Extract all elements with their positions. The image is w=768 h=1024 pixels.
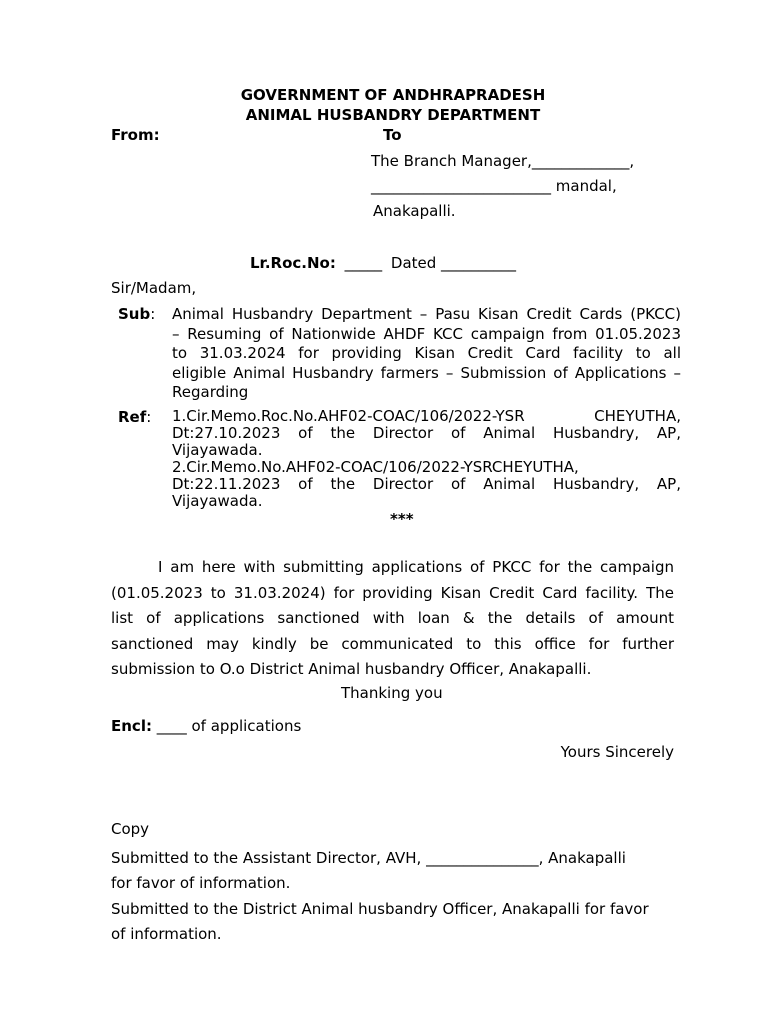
- salutation: Sir/Madam,: [111, 279, 197, 297]
- subject-line: – Resuming of Nationwide AHDF KCC campaign from 01.05.2023: [172, 324, 681, 343]
- to-label: To: [383, 126, 402, 144]
- thanking-line: Thanking you: [341, 684, 443, 702]
- reference-line: Dt:22.11.2023 of the Director of Animal Husbandry, AP,: [172, 475, 681, 493]
- subject-text: [172, 305, 681, 403]
- enclosure-label: Encl:: [111, 717, 152, 735]
- body-line: I am here with submitting applications of PKCC for the campaign: [158, 558, 674, 576]
- reference-line: Vijayawada.: [172, 492, 263, 510]
- reference-line: Vijayawada.: [172, 441, 263, 459]
- body-line: list of applications sanctioned with loan & the details of amount: [111, 609, 674, 628]
- copy-label: Copy: [111, 820, 150, 838]
- subject-colon: :: [150, 305, 156, 323]
- subject-line: Regarding: [172, 383, 249, 401]
- enclosure-text: ____ of applications: [151, 717, 302, 735]
- reference-label: [118, 408, 151, 426]
- letter-ref-date: __________: [441, 254, 517, 272]
- subject-line: Animal Husbandry Department – Pasu Kisan Credit Cards (PKCC): [172, 305, 681, 323]
- reference-text: [172, 408, 681, 510]
- reference-line: Dt:27.10.2023 of the Director of Animal Husbandry, AP,: [172, 424, 681, 442]
- department-heading: ANIMAL HUSBANDRY DEPARTMENT: [245, 106, 541, 124]
- copy-line: Submitted to the District Animal husbandry Officer, Anakapalli for favor: [111, 899, 649, 918]
- reference-line: 2.Cir.Memo.No.AHF02-COAC/106/2022-YSRCHEYUTHA,: [172, 458, 579, 476]
- subject-label-text: Sub: [118, 305, 151, 323]
- letter-ref-number: _____: [344, 254, 383, 272]
- government-heading: GOVERNMENT OF ANDHRAPRADESH: [240, 86, 546, 104]
- letter-reference: [250, 254, 516, 272]
- reference-line: 1.Cir.Memo.Roc.No.AHF02-COAC/106/2022-YSR CHEYUTHA,: [172, 407, 681, 425]
- from-label: From:: [111, 126, 160, 144]
- body-line: submission to O.o District Animal husbandry Officer, Anakapalli.: [111, 660, 592, 679]
- reference-label-text: Ref: [118, 408, 147, 426]
- closing-line: Yours Sincerely: [560, 743, 674, 761]
- subject-line: to 31.03.2024 for providing Kisan Credit Card facility to all: [172, 344, 681, 362]
- separator-stars: ***: [390, 510, 414, 528]
- copy-line: of information.: [111, 925, 222, 944]
- subject-line: eligible Animal Husbandry farmers – Submission of Applications –: [172, 363, 681, 382]
- copy-line: for favor of information.: [111, 874, 291, 893]
- addressee-line-3: Anakapalli.: [373, 202, 456, 220]
- body-line: (01.05.2023 to 31.03.2024) for providing Kisan Credit Card facility. The: [111, 583, 674, 602]
- copy-section: [111, 846, 649, 948]
- addressee-line-2: ________________________ mandal,: [371, 177, 617, 195]
- reference-colon: :: [146, 408, 152, 426]
- body-line: sanctioned may kindly be communicated to this office for further: [111, 634, 674, 653]
- addressee-line-1: The Branch Manager,_____________,: [371, 152, 635, 170]
- letter-ref-dated-label: Dated: [390, 254, 437, 272]
- body-paragraph: [111, 555, 674, 683]
- enclosure: [111, 717, 301, 735]
- copy-line: Submitted to the Assistant Director, AVH, _______________, Anakapalli: [111, 849, 626, 867]
- subject-label: [118, 305, 155, 323]
- letter-ref-label: Lr.Roc.No:: [250, 254, 336, 272]
